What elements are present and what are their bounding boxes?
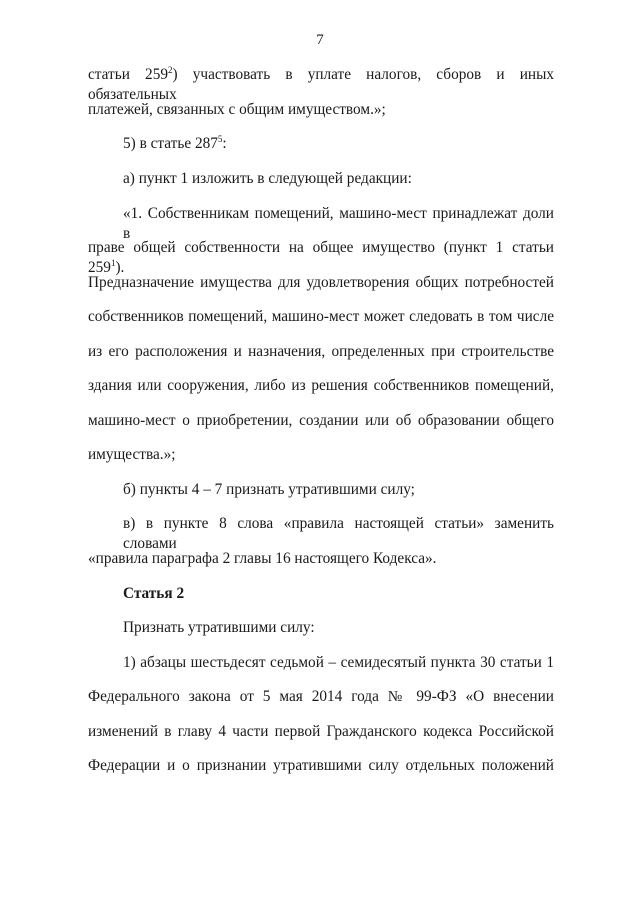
text-line: Предназначение имущества для удовлетворения общих потребностей	[88, 274, 554, 291]
text-line: статьи $259^2$) участвовать в уплате налогов, сборов и иных обязательных	[88, 65, 555, 103]
text-line: собственников помещений, машино-мест может следовать в том числе	[88, 308, 554, 325]
text-line: в) в пункте 8 слова «правила настоящей статьи» заменить словами	[123, 515, 554, 552]
text-line: машино-мест о приобретении, создании или об образовании общего	[88, 412, 554, 429]
text-line: изменений в главу 4 части первой Гражданского кодекса Российской	[88, 723, 554, 740]
text-line: 1) абзацы шестьдесят седьмой – семидесятый пункта 30 статьи 1	[123, 654, 554, 671]
text-line: здания или сооружения, либо из решения собственников помещений,	[88, 377, 554, 394]
article-heading: Статья 2	[123, 585, 185, 602]
text-line: б) пункты 4 – 7 признать утратившими силу;	[123, 481, 415, 498]
page-number: 7	[316, 32, 324, 48]
text-line: «правила параграфа 2 главы 16 настоящего Кодекса».	[88, 550, 437, 567]
text-line: а) пункт 1 изложить в следующей редакции:	[123, 170, 412, 187]
text-line: Признать утратившими силу:	[123, 619, 315, 636]
text-line: Федерации и о признании утратившими силу отдельных положений	[88, 757, 554, 774]
text-line: из его расположения и назначения, определенных при строительстве	[88, 343, 554, 360]
text-line: 5) в статье $287^5$:	[123, 134, 227, 152]
text-line: платежей, связанных с общим имуществом.»;	[88, 101, 386, 118]
text-line: «1. Собственникам помещений, машино-мест принадлежат доли в	[123, 205, 554, 242]
text-line: имущества.»;	[88, 446, 176, 463]
text-line: праве общей собственности на общее имущество (пункт 1 статьи $259^1$).	[88, 239, 554, 276]
text-line: Федерального закона от 5 мая 2014 года № 99-ФЗ «О внесении	[88, 688, 554, 705]
